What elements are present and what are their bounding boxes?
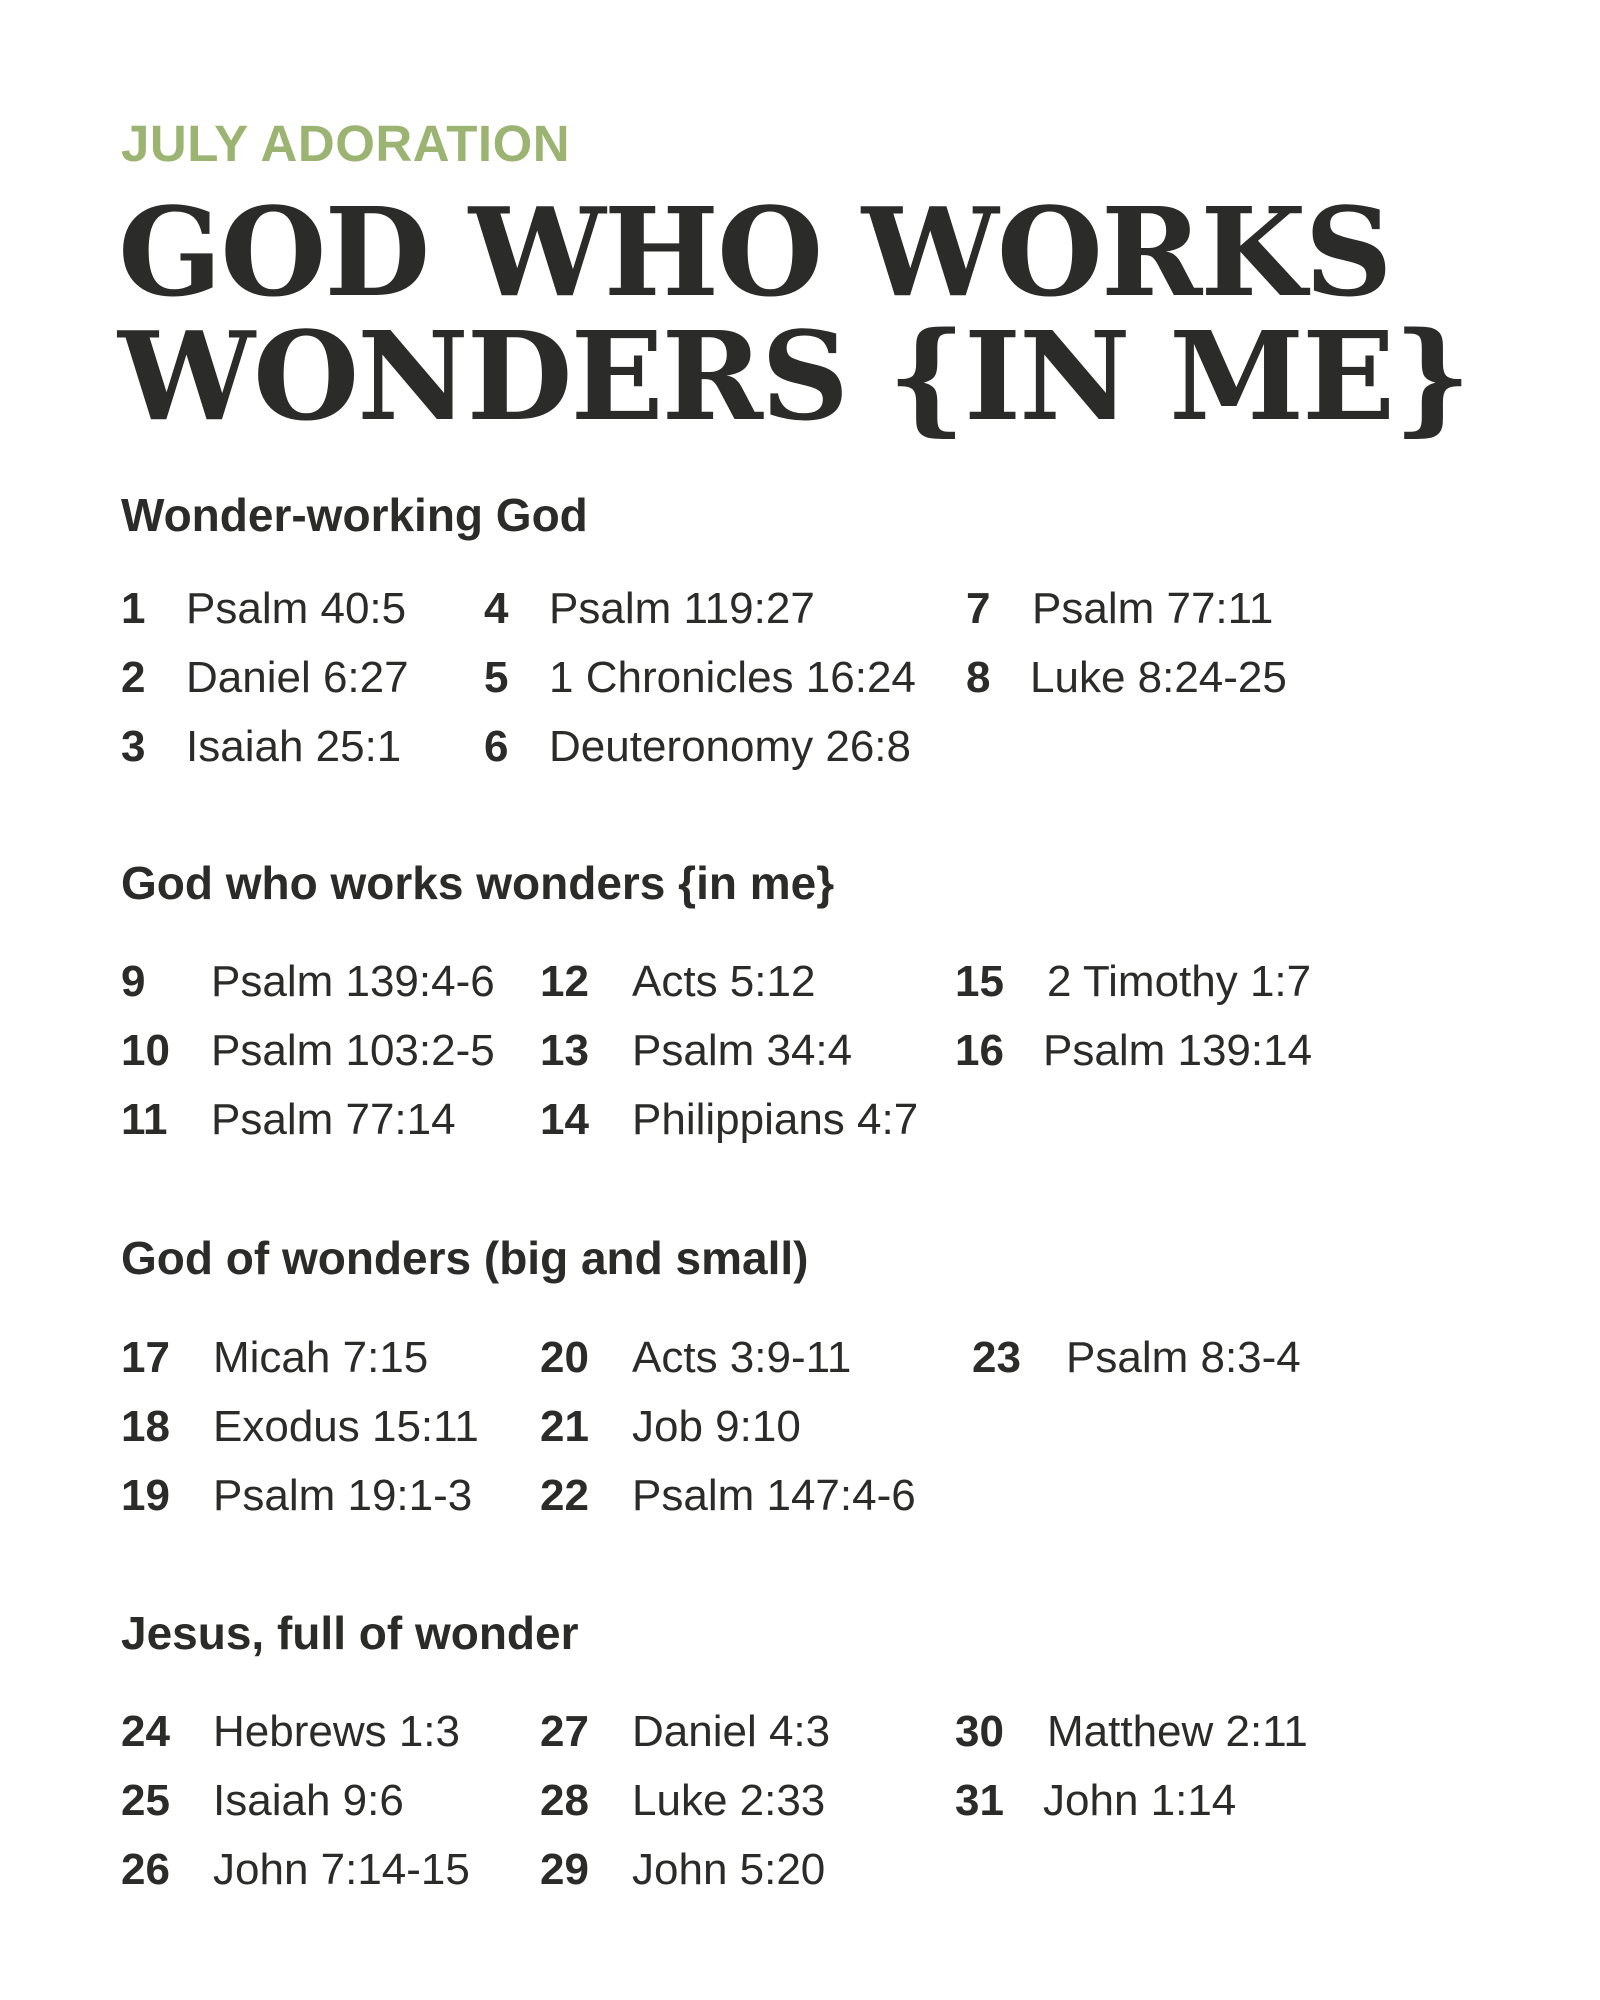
scripture-reference: Acts 3:9-11 [632,1333,852,1382]
scripture-reference: John 7:14-15 [213,1845,470,1894]
day-number: 8 [966,653,991,702]
title-line-1: GOD WHO WORKS [118,180,1391,324]
scripture-reference: Psalm 139:4-6 [211,957,495,1006]
scripture-reference: Psalm 34:4 [632,1026,853,1075]
scripture-reference: Psalm 19:1-3 [213,1471,473,1520]
day-number: 5 [484,653,509,702]
scripture-reference: Acts 5:12 [632,957,816,1006]
day-number: 23 [972,1333,1021,1382]
day-number: 7 [966,584,991,633]
scripture-reference: Isaiah 25:1 [186,722,402,771]
day-number: 11 [121,1095,168,1144]
scripture-reference: Psalm 119:27 [549,584,815,633]
day-number: 15 [955,957,1004,1006]
title-line-2: WONDERS {IN ME} [118,304,1470,448]
scripture-reference: Psalm 147:4-6 [632,1471,916,1520]
day-number: 12 [540,957,589,1006]
day-number: 9 [121,957,146,1006]
day-number: 22 [540,1471,589,1520]
scripture-reference: Deuteronomy 26:8 [549,722,911,771]
scripture-reference: John 1:14 [1043,1776,1237,1825]
day-number: 31 [955,1776,1004,1825]
scripture-reference: Psalm 77:11 [1032,584,1274,633]
day-number: 28 [540,1776,589,1825]
section-heading-god-who-works-wonders-in-me: God who works wonders {in me} [121,857,835,909]
scripture-reference: Daniel 6:27 [186,653,409,702]
scripture-reference: Micah 7:15 [213,1333,429,1382]
scripture-reference: Exodus 15:11 [213,1402,479,1451]
scripture-reference: Matthew 2:11 [1047,1707,1308,1756]
day-number: 30 [955,1707,1004,1756]
day-number: 1 [121,584,146,633]
scripture-reference: John 5:20 [632,1845,826,1894]
page-title [118,180,1470,448]
scripture-reference: 2 Timothy 1:7 [1047,957,1312,1006]
day-number: 29 [540,1845,589,1894]
day-number: 27 [540,1707,589,1756]
section-heading-jesus-full-of-wonder: Jesus, full of wonder [121,1607,579,1659]
scripture-reference: 1 Chronicles 16:24 [549,653,916,702]
scripture-reference: Psalm 40:5 [186,584,407,633]
day-number: 3 [121,722,146,771]
day-number: 17 [121,1333,170,1382]
day-number: 4 [484,584,509,633]
scripture-reference: Philippians 4:7 [632,1095,919,1144]
day-number: 6 [484,722,509,771]
scripture-reference: Daniel 4:3 [632,1707,831,1756]
scripture-reference: Isaiah 9:6 [213,1776,404,1825]
scripture-reference: Luke 8:24-25 [1030,653,1287,702]
day-number: 21 [540,1402,589,1451]
day-number: 14 [540,1095,589,1144]
day-number: 2 [121,653,146,702]
day-number: 13 [540,1026,589,1075]
scripture-reference: Psalm 103:2-5 [211,1026,495,1075]
day-number: 25 [121,1776,170,1825]
month-kicker: JULY ADORATION [121,115,571,172]
scripture-reference: Job 9:10 [632,1402,801,1451]
day-number: 26 [121,1845,170,1894]
scripture-reference: Psalm 139:14 [1043,1026,1313,1075]
day-number: 20 [540,1333,589,1382]
day-number: 19 [121,1471,170,1520]
day-number: 10 [121,1026,170,1075]
section-heading-god-of-wonders-big-and-small: God of wonders (big and small) [121,1232,809,1284]
day-number: 24 [121,1707,170,1756]
section-heading-wonder-working-god: Wonder-working God [121,489,588,541]
day-number: 18 [121,1402,170,1451]
scripture-reference: Psalm 8:3-4 [1066,1333,1301,1382]
scripture-reference: Psalm 77:14 [211,1095,456,1144]
day-number: 16 [955,1026,1004,1075]
scripture-reference: Hebrews 1:3 [213,1707,461,1756]
scripture-reference: Luke 2:33 [632,1776,826,1825]
